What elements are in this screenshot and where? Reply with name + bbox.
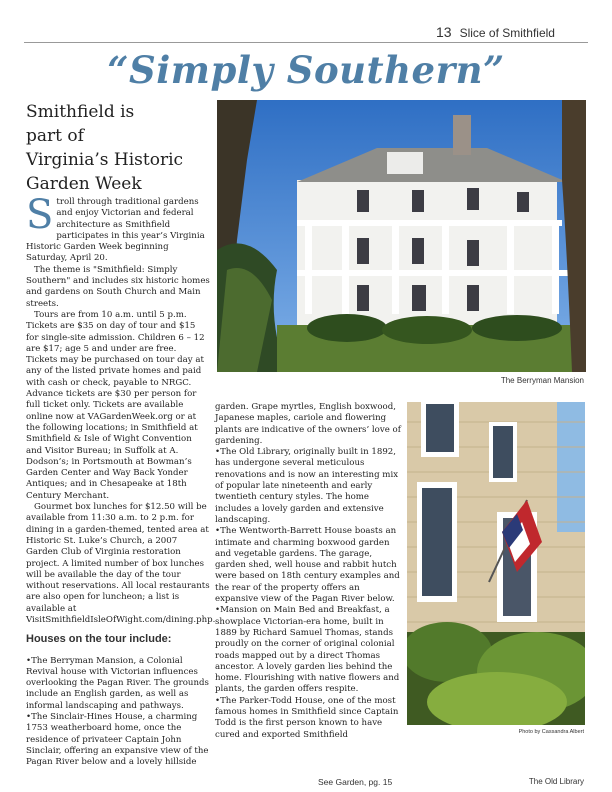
subtitle-line: Garden Week [26,174,142,194]
paragraph: Tours are from 10 a.m. until 5 p.m. Tickets are $35 on day of tour and $15 for single-site admission. Children 6 – 12 are $17; age 5 and under are free. Tickets may be purchased on tour day at any of the listed private homes and paid with cash or check, payable to NRGC. Advance tickets are $30 per person for full ticket only. Tickets are available online now at VAGardenWeek.org or at the following locations; in Smithfield at Smithfield & Isle of Wight Convention and Visitor Bureau; in Suffolk at A. Dodson’s; in Portsmouth at Bowman’s Garden Center and Way Back Yonder Antiques; and in Chesapeake at 18th Century Merchant. [26,309,205,501]
subtitle-line: Smithfield is [26,102,135,122]
list-item: •The Parker-Todd House, one of the most famous homes in Smithfield since Captain Todd is the first person known to have cured and exported Smithfield [215,695,399,740]
subtitle-line: part of [26,126,84,146]
list-item: •Mansion on Main Bed and Breakfast, a showplace Victorian-era home, built in 1889 by Richard Samuel Thomas, stands proudly on the corner of original colonial roads mapped out by a direct Thomas ancestor. A lovely garden lies behind the home. Flourishing with native flowers and plants, the garden offers respite. [215,605,400,695]
paragraph-text: troll through traditional gardens and enjoy Victorian and federal architecture as Smithfield participates in this year’s Virginia Historic Garden Week beginning Saturday, April 20. [26,197,205,264]
continued-note: See Garden, pg. 15 [318,777,393,787]
photo-2-caption: The Old Library [528,777,584,786]
article-title: “Simply Southern” [107,48,505,92]
paragraph: Gourmet box lunches for $12.50 will be available from 11:30 a.m. to 2 p.m. for dining in a garden-themed, tented area at Historic St. Luke’s Church, a 2007 Garden Club of Virginia restoration project. A limited number of box lunches will be available the day of the tour without reservations. All local restaurants are also open for luncheon; a list is available at VisitSmithfieldIsleOfWight.com/dining.php. [26,502,216,625]
list-item: •The Sinclair-Hines House, a charming 1753 weatherboard home, once the residence of privateer Captain John Sinclair, offering an expansive view of the Pagan River below and a lovely hillside [26,712,209,768]
paragraph: garden. Grape myrtles, English boxwood, Japanese maples, cariole and flowering plants are indicative of the owners’ love of gardening. [215,402,401,446]
paragraph [26,192,210,265]
photo-1-caption: The Berryman Mansion [500,376,584,385]
column-2 [215,402,403,741]
photo-credit: Photo by Cassandra Albert [518,729,584,735]
section-name: Slice of Smithfield [459,26,555,40]
subtitle-line: Virginia’s Historic [26,150,184,170]
list-item: •The Wentworth-Barrett House boasts an intimate and charming boxwood garden and vegetable gardens. The garage, garden shed, well house and rabbit hutch were based on 18th century examples and the rear of the property offers an expansive view of the Pagan River below. [215,526,400,605]
header-rule [24,42,588,43]
column-1 [26,192,216,769]
mansion-illustration [217,100,586,372]
list-item: •The Old Library, originally built in 1892, has undergone several meticulous renovations and is now an interesting mix of popular late nineteenth and early twentieth century styles. The home includes a lovely garden and extensive landscaping. [215,447,399,525]
drop-cap: S [26,192,54,238]
library-illustration [407,402,585,725]
section-heading: Houses on the tour include: [26,633,172,646]
page-number: 13 [436,24,452,40]
article-subtitle [26,100,206,196]
paragraph: The theme is "Smithfield: Simply Southern" and includes six historic homes and gardens on South Church and Main streets. [26,264,210,309]
list-item: •The Berryman Mansion, a Colonial Revival house with Victorian influences overlooking the Pagan River. The grounds include an English garden, as well as informal landscaping and pathways. [26,655,209,711]
page-header [436,24,596,40]
berryman-mansion-photo [217,100,586,372]
old-library-photo [407,402,585,725]
